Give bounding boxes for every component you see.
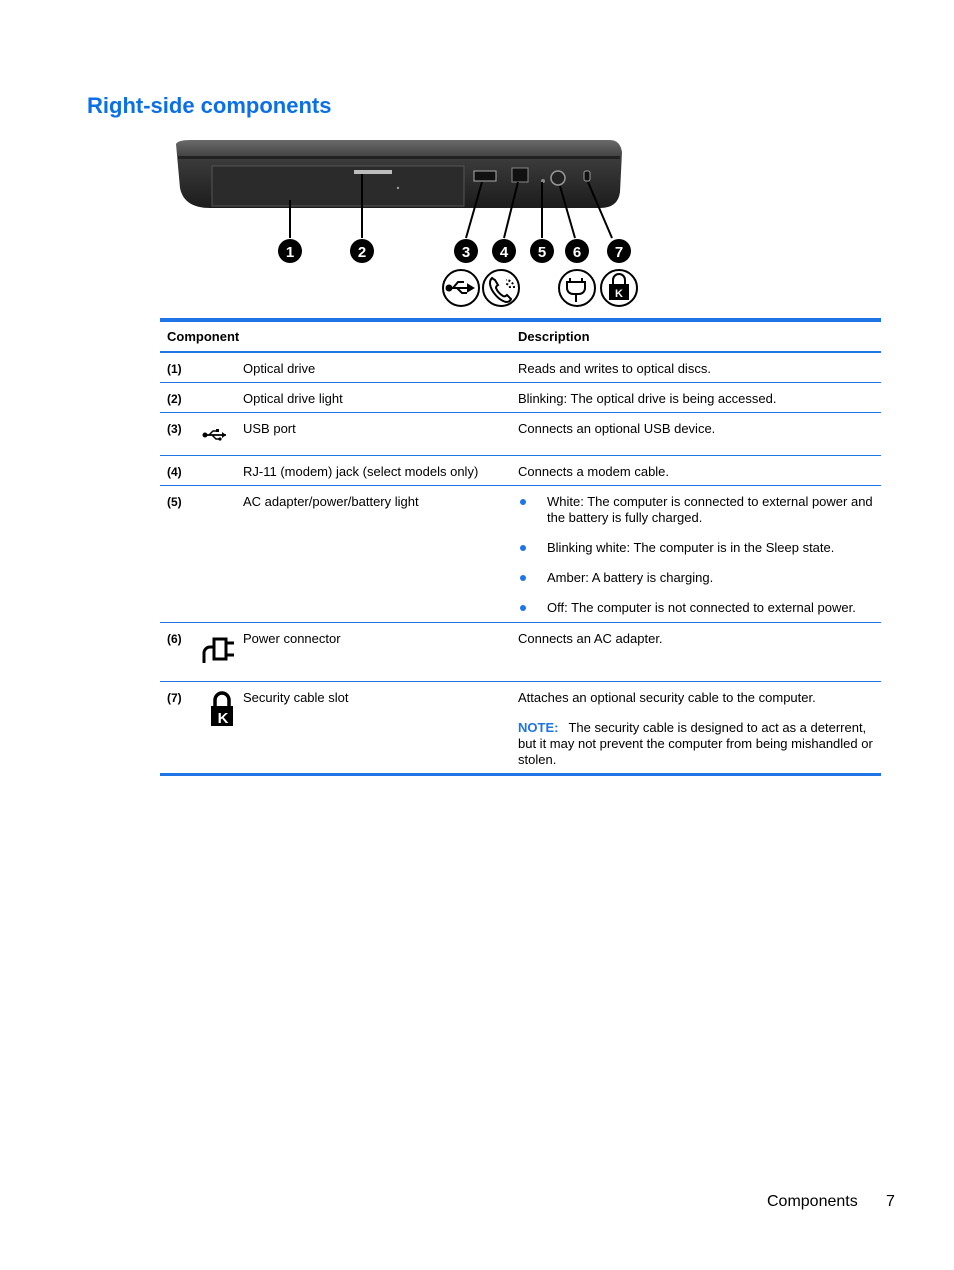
list-item: Amber: A battery is charging.: [518, 570, 873, 586]
table-row: [160, 623, 881, 682]
footer-section: Components: [767, 1193, 858, 1210]
row-number: (5): [167, 495, 182, 509]
usb-port: [474, 171, 496, 181]
component-description: Reads and writes to optical discs.: [518, 361, 711, 376]
eject-hole: [397, 187, 399, 189]
list-item: Blinking white: The computer is in the Sleep state.: [518, 540, 873, 556]
row-number: (3): [167, 422, 182, 436]
table-row: [160, 682, 881, 773]
header-component: Component: [167, 329, 240, 344]
note-label: NOTE:: [518, 720, 559, 735]
description-text: Attaches an optional security cable to the computer.: [518, 690, 816, 705]
row-number: (6): [167, 632, 182, 646]
component-description: Connects an AC adapter.: [518, 631, 663, 646]
svg-text:K: K: [217, 710, 229, 727]
modem-icon: [483, 270, 519, 306]
power-connector-icon: [202, 631, 242, 665]
table-row: [160, 383, 881, 413]
row-number: (2): [167, 392, 182, 406]
component-description: [512, 682, 881, 773]
component-name: AC adapter/power/battery light: [243, 494, 419, 509]
component-name: USB port: [243, 421, 296, 436]
component-name: RJ-11 (modem) jack (select models only): [243, 464, 479, 479]
component-description: Connects an optional USB device.: [518, 421, 716, 436]
callout-4: 4: [499, 244, 509, 261]
lid-line: [178, 156, 620, 159]
callout-2: 2: [357, 244, 367, 261]
security-slot: [584, 171, 590, 181]
component-name: Optical drive: [243, 361, 316, 376]
callout-7: 7: [614, 244, 624, 261]
status-list: [518, 494, 873, 616]
usb-icon: [443, 270, 479, 306]
callout-6: 6: [572, 244, 582, 261]
table-row: [160, 486, 881, 623]
security-lock-icon: [601, 270, 637, 306]
laptop-right-side-figure: [170, 138, 640, 310]
component-description: Connects a modem cable.: [518, 464, 670, 479]
callout-5: 5: [537, 244, 547, 261]
component-name: Optical drive light: [243, 391, 343, 406]
power-connector: [551, 171, 565, 185]
optical-drive-light: [354, 170, 392, 174]
rj11-jack: [512, 168, 528, 182]
row-number: (7): [167, 691, 182, 705]
svg-text:K: K: [615, 288, 623, 300]
callout-3: 3: [461, 244, 471, 261]
component-name: Power connector: [243, 631, 341, 646]
component-description: [512, 486, 881, 622]
page-title: Right-side components: [87, 93, 332, 118]
optical-drive-tray: [212, 166, 464, 206]
note-text: The security cable is designed to act as a deterrent, but it may not prevent the computer from being mishandled or stolen.: [518, 720, 873, 767]
header-description: Description: [518, 329, 590, 344]
table-row: [160, 456, 881, 486]
list-item: Off: The computer is not connected to external power.: [518, 600, 873, 616]
row-number: (4): [167, 465, 182, 479]
note: [518, 720, 873, 768]
component-name: Security cable slot: [243, 690, 349, 705]
power-icon: [559, 270, 595, 306]
security-lock-icon: [208, 691, 236, 727]
table-header: [160, 322, 881, 353]
table-row: [160, 353, 881, 383]
component-description: Blinking: The optical drive is being accessed.: [518, 391, 777, 406]
usb-icon: [202, 428, 228, 442]
list-item: White: The computer is connected to external power and the battery is fully charged.: [518, 494, 873, 526]
row-number: (1): [167, 362, 182, 376]
page-number: 7: [886, 1193, 895, 1210]
components-table: [160, 318, 881, 776]
table-row: [160, 413, 881, 456]
callout-1: 1: [285, 244, 295, 261]
